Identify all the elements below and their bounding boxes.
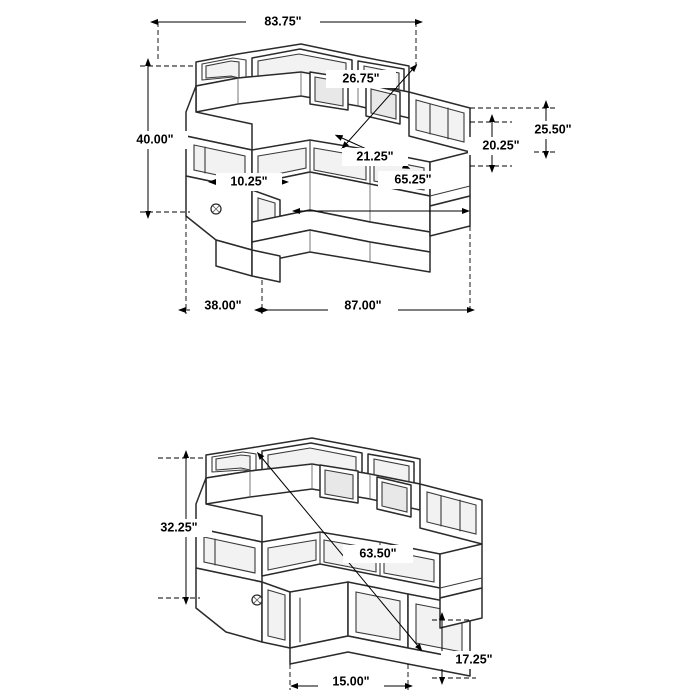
dim-footrest-width: 15.00" [332,674,370,689]
dim-base-depth: 38.00" [204,298,242,313]
dim-back-height: 26.75" [342,71,380,86]
dim-base-width: 87.00" [344,298,382,313]
dim-seat-depth: 21.25" [356,149,394,164]
dim-footrest-height: 17.25" [455,652,493,667]
dim-reclined-depth: 63.50" [359,546,397,561]
dim-width-top: 83.75" [264,14,302,29]
dim-seat-width: 65.25" [394,172,432,187]
dim-overall-height: 40.00" [136,132,174,147]
dim-arm-width: 10.25" [230,174,268,189]
dim-reclined-height: 32.25" [160,520,198,535]
dim-seat-height-right: 20.25" [482,138,520,153]
sofa-reclined-illustration [196,438,482,676]
dim-side-height: 25.50" [534,122,572,137]
